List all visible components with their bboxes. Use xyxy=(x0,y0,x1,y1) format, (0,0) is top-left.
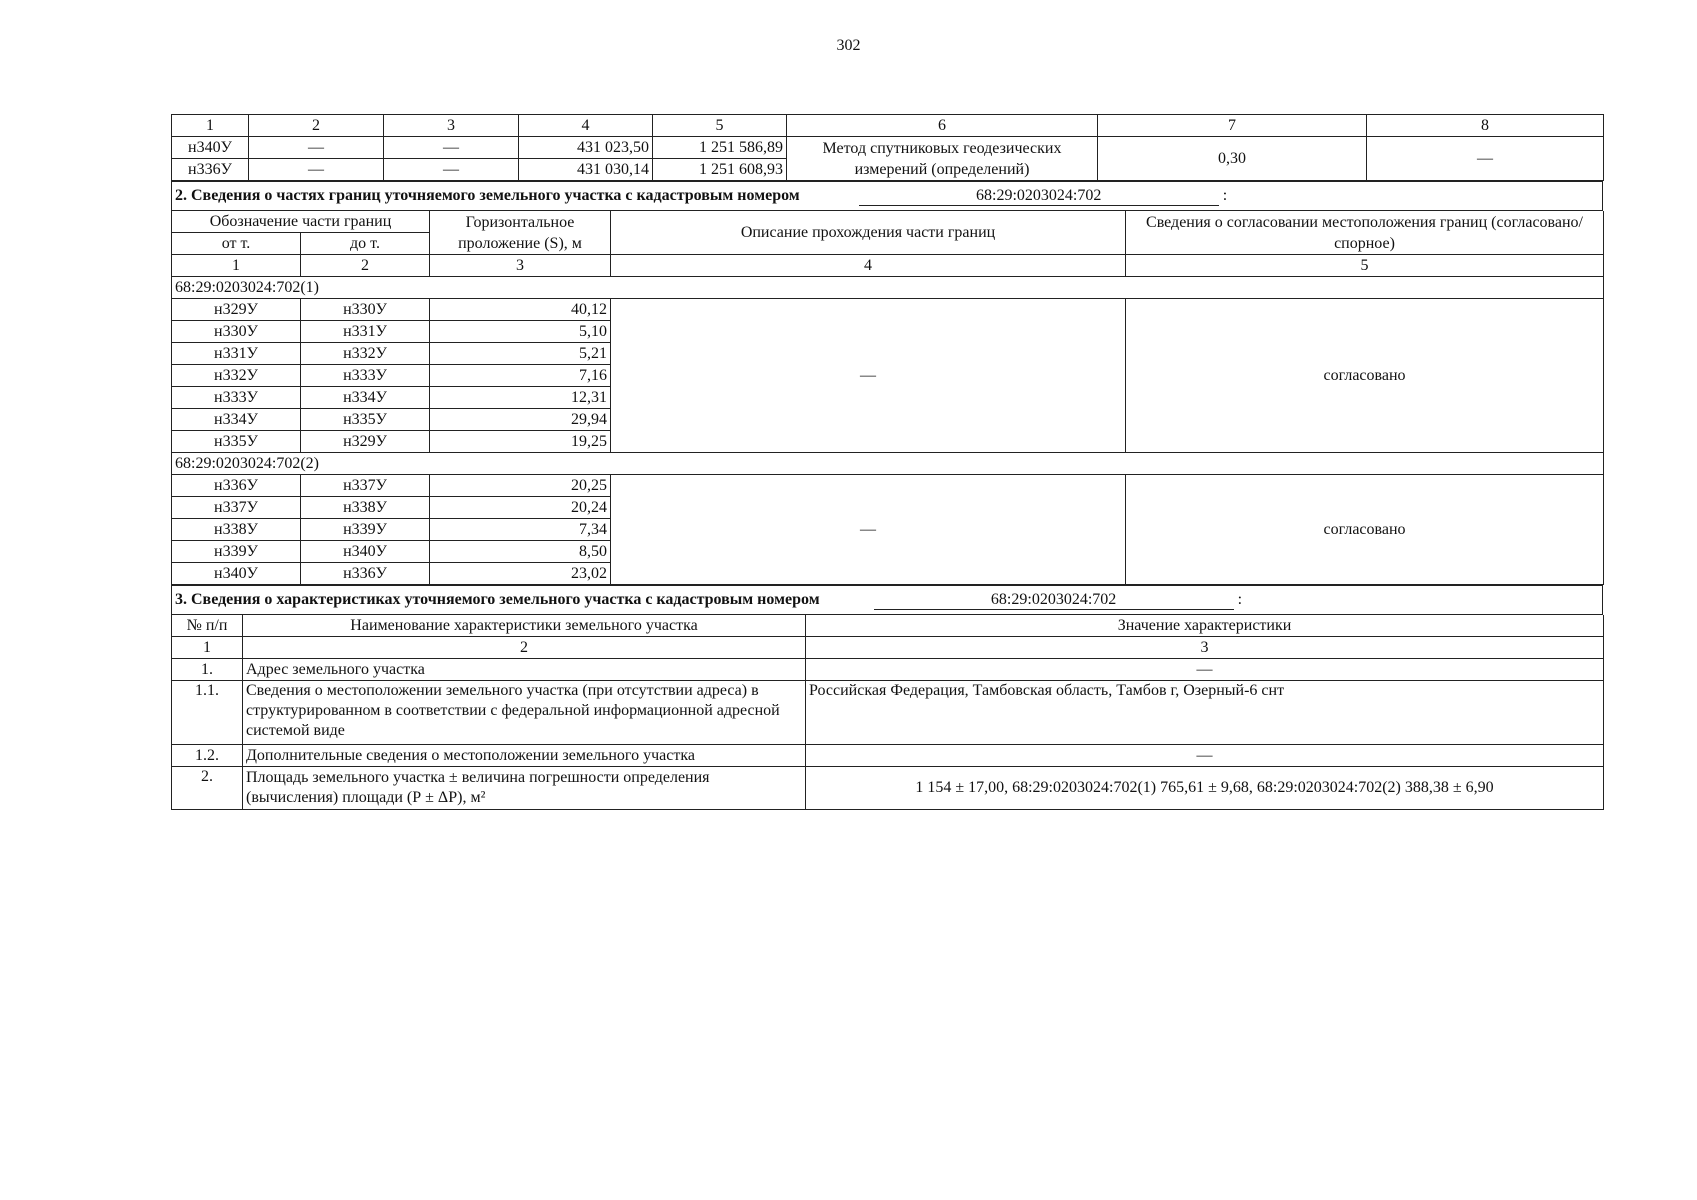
row-number: 1. xyxy=(172,659,243,681)
page-number: 302 xyxy=(836,37,861,54)
from-point: н336У xyxy=(172,475,301,497)
boundary-number-row xyxy=(172,255,1604,277)
section3-title: 3. Сведения о характеристиках уточняемого земельного участка с кадастровым номером xyxy=(175,591,820,608)
characteristic-name: Площадь земельного участка ± величина погрешности определения (вычисления) площади (Р ± ΔР), м² xyxy=(243,767,806,810)
horizontal-distance: 40,12 xyxy=(430,299,611,321)
horizontal-distance: 29,94 xyxy=(430,409,611,431)
header-cell: 3 xyxy=(430,255,611,277)
cell: — xyxy=(384,137,519,159)
to-point: н329У xyxy=(301,431,430,453)
group-header-row xyxy=(172,453,1604,475)
agreement-header: Сведения о согласовании местоположения границ (согласовано/спорное) xyxy=(1126,211,1604,255)
row-number: 1.1. xyxy=(172,681,243,745)
header-cell: 2 xyxy=(301,255,430,277)
header-cell: 3 xyxy=(384,115,519,137)
boundary-header-row xyxy=(172,211,1604,233)
to-point: н338У xyxy=(301,497,430,519)
cell: — xyxy=(1367,137,1604,181)
method-cell: Метод спутниковых геодезических измерений (определений) xyxy=(787,137,1098,181)
from-point: н334У xyxy=(172,409,301,431)
designation-header: Обозначение части границ xyxy=(172,211,430,233)
horizontal-distance: 5,10 xyxy=(430,321,611,343)
section3-title-table xyxy=(171,585,1603,615)
horizontal-distance: 20,24 xyxy=(430,497,611,519)
characteristic-value: — xyxy=(806,659,1604,681)
header-cell: 3 xyxy=(806,637,1604,659)
coordinates-table xyxy=(171,114,1604,181)
value-header: Значение характеристики xyxy=(806,615,1604,637)
characteristic-name: Адрес земельного участка xyxy=(243,659,806,681)
from-point: н333У xyxy=(172,387,301,409)
num-header: № п/п xyxy=(172,615,243,637)
table-row xyxy=(172,659,1604,681)
description-cell: — xyxy=(611,299,1126,453)
header-cell: 2 xyxy=(249,115,384,137)
characteristics-table xyxy=(171,615,1604,810)
from-point: н337У xyxy=(172,497,301,519)
to-header: до т. xyxy=(301,233,430,255)
to-point: н340У xyxy=(301,541,430,563)
header-cell: 4 xyxy=(611,255,1126,277)
boundary-parts-table xyxy=(171,211,1604,585)
table-row xyxy=(172,299,1604,321)
section2-suffix: : xyxy=(1222,187,1228,204)
to-point: н337У xyxy=(301,475,430,497)
section3-cadastral-number: 68:29:0203024:702 xyxy=(874,591,1234,610)
horizontal-distance: 20,25 xyxy=(430,475,611,497)
group-name: 68:29:0203024:702(2) xyxy=(172,453,1604,475)
from-point: н332У xyxy=(172,365,301,387)
row-number: 1.2. xyxy=(172,745,243,767)
table-row xyxy=(172,745,1604,767)
horizontal-distance: 7,16 xyxy=(430,365,611,387)
characteristics-header-row xyxy=(172,615,1604,637)
cell: — xyxy=(249,159,384,181)
to-point: н335У xyxy=(301,409,430,431)
agreement-cell: согласовано xyxy=(1126,475,1604,585)
section2-title-table xyxy=(171,181,1603,211)
group-header-row xyxy=(172,277,1604,299)
row-number: 2. xyxy=(172,767,243,810)
y-coordinate: 1 251 586,89 xyxy=(653,137,787,159)
cell: — xyxy=(249,137,384,159)
group-name: 68:29:0203024:702(1) xyxy=(172,277,1604,299)
from-point: н335У xyxy=(172,431,301,453)
horizontal-header: Горизонтальное проложение (S), м xyxy=(430,211,611,255)
header-cell: 5 xyxy=(653,115,787,137)
point-cell: н340У xyxy=(172,137,249,159)
section3-title-cell xyxy=(172,586,1603,615)
section3-suffix: : xyxy=(1237,591,1243,608)
table-row xyxy=(172,475,1604,497)
document-body xyxy=(171,114,1603,810)
characteristic-value: — xyxy=(806,745,1604,767)
description-cell: — xyxy=(611,475,1126,585)
header-cell: 1 xyxy=(172,115,249,137)
header-cell: 7 xyxy=(1098,115,1367,137)
characteristic-name: Дополнительные сведения о местоположении земельного участка xyxy=(243,745,806,767)
table-row xyxy=(172,681,1604,745)
to-point: н330У xyxy=(301,299,430,321)
horizontal-distance: 23,02 xyxy=(430,563,611,585)
coordinates-header-row xyxy=(172,115,1604,137)
horizontal-distance: 5,21 xyxy=(430,343,611,365)
characteristic-value: Российская Федерация, Тамбовская область, Тамбов г, Озерный-6 снт xyxy=(806,681,1604,745)
x-coordinate: 431 023,50 xyxy=(519,137,653,159)
horizontal-distance: 19,25 xyxy=(430,431,611,453)
to-point: н333У xyxy=(301,365,430,387)
from-point: н340У xyxy=(172,563,301,585)
horizontal-distance: 12,31 xyxy=(430,387,611,409)
horizontal-distance: 8,50 xyxy=(430,541,611,563)
point-cell: н336У xyxy=(172,159,249,181)
header-cell: 1 xyxy=(172,255,301,277)
x-coordinate: 431 030,14 xyxy=(519,159,653,181)
section2-cadastral-number: 68:29:0203024:702 xyxy=(859,187,1219,206)
from-point: н329У xyxy=(172,299,301,321)
characteristics-number-row xyxy=(172,637,1604,659)
characteristic-name: Сведения о местоположении земельного участка (при отсутствии адреса) в структурированном в соответствии с федеральной информационной адресной системой виде xyxy=(243,681,806,745)
header-cell: 8 xyxy=(1367,115,1604,137)
from-point: н338У xyxy=(172,519,301,541)
section2-title: 2. Сведения о частях границ уточняемого земельного участка с кадастровым номером xyxy=(175,187,800,204)
from-point: н330У xyxy=(172,321,301,343)
to-point: н336У xyxy=(301,563,430,585)
section2-title-cell xyxy=(172,182,1603,211)
header-cell: 2 xyxy=(243,637,806,659)
table-row xyxy=(172,137,1604,159)
from-header: от т. xyxy=(172,233,301,255)
header-cell: 6 xyxy=(787,115,1098,137)
header-cell: 5 xyxy=(1126,255,1604,277)
header-cell: 1 xyxy=(172,637,243,659)
cell: — xyxy=(384,159,519,181)
y-coordinate: 1 251 608,93 xyxy=(653,159,787,181)
to-point: н334У xyxy=(301,387,430,409)
characteristic-value: 1 154 ± 17,00, 68:29:0203024:702(1) 765,61 ± 9,68, 68:29:0203024:702(2) 388,38 ± 6,90 xyxy=(806,767,1604,810)
description-header: Описание прохождения части границ xyxy=(611,211,1126,255)
table-row xyxy=(172,767,1604,810)
accuracy-cell: 0,30 xyxy=(1098,137,1367,181)
name-header: Наименование характеристики земельного участка xyxy=(243,615,806,637)
from-point: н339У xyxy=(172,541,301,563)
to-point: н331У xyxy=(301,321,430,343)
to-point: н339У xyxy=(301,519,430,541)
to-point: н332У xyxy=(301,343,430,365)
header-cell: 4 xyxy=(519,115,653,137)
horizontal-distance: 7,34 xyxy=(430,519,611,541)
agreement-cell: согласовано xyxy=(1126,299,1604,453)
from-point: н331У xyxy=(172,343,301,365)
